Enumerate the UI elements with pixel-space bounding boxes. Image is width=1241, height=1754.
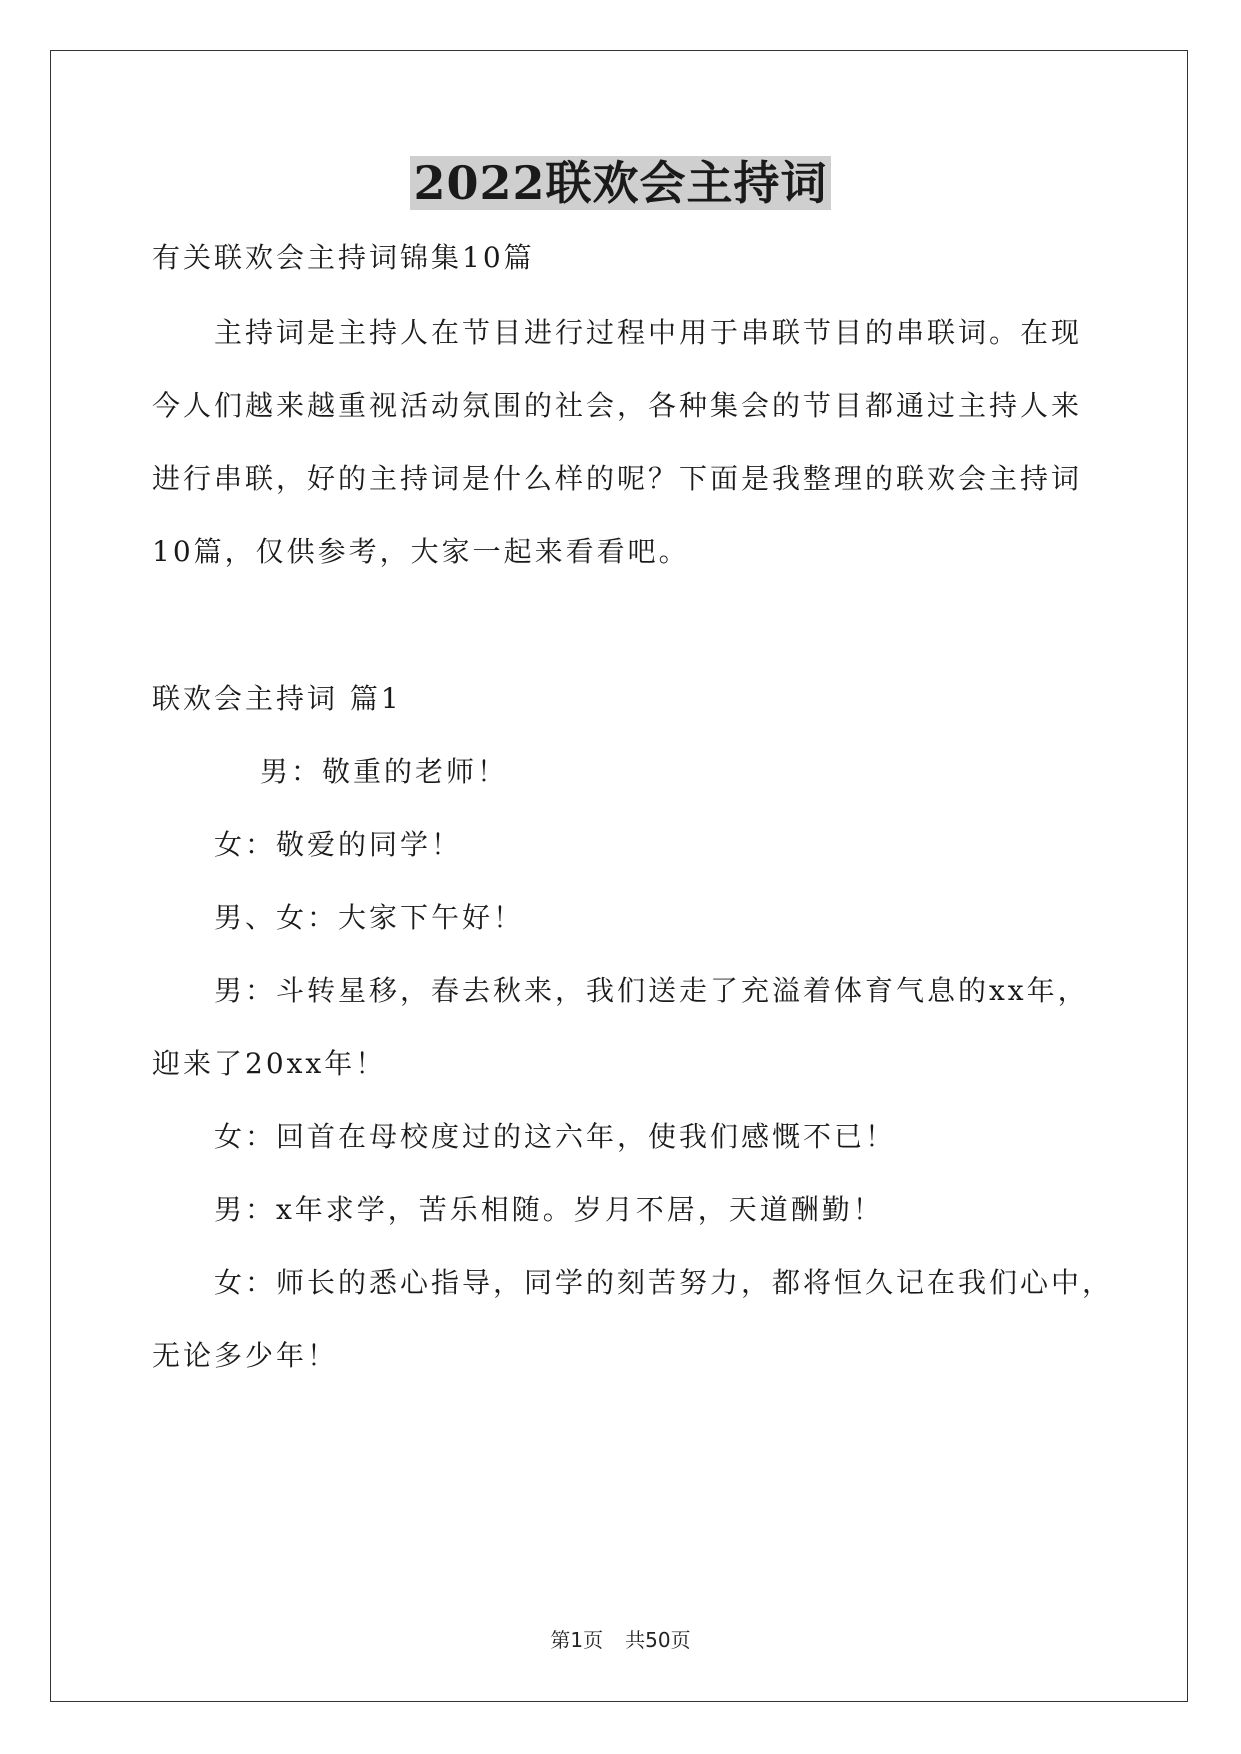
intro-line-1: 主持词是主持人在节目进行过程中用于串联节目的串联词。在现 xyxy=(214,316,1083,349)
intro-line-3: 进行串联，好的主持词是什么样的呢？下面是我整理的联欢会主持词 xyxy=(152,462,1083,495)
dialogue-line: 男、女：大家下午好！ xyxy=(214,901,525,934)
intro-line-2: 今人们越来越重视活动氛围的社会，各种集会的节目都通过主持人来 xyxy=(152,389,1083,422)
dialogue-line: 无论多少年！ xyxy=(152,1339,339,1372)
page-total: 共50页 xyxy=(625,1628,691,1652)
intro-line-4: 10篇，仅供参考，大家一起来看看吧。 xyxy=(152,535,690,568)
document-subtitle: 有关联欢会主持词锦集10篇 xyxy=(152,241,535,274)
page-border xyxy=(50,50,1188,1702)
dialogue-line: 男：x年求学，苦乐相随。岁月不居，天道酬勤！ xyxy=(214,1193,884,1226)
dialogue-line: 迎来了20xx年！ xyxy=(152,1047,387,1080)
document-title-text: 2022联欢会主持词 xyxy=(410,156,830,210)
dialogue-line: 女：师长的悉心指导，同学的刻苦努力，都将恒久记在我们心中， xyxy=(214,1266,1114,1299)
dialogue-line: 男：敬重的老师！ xyxy=(260,755,509,788)
dialogue-line: 男：斗转星移，春去秋来，我们送走了充溢着体育气息的xx年， xyxy=(214,974,1089,1007)
section-heading: 联欢会主持词 篇1 xyxy=(152,682,402,715)
page-footer xyxy=(0,1627,1241,1653)
page-number: 第1页 xyxy=(550,1628,604,1652)
dialogue-line: 女：回首在母校度过的这六年，使我们感慨不已！ xyxy=(214,1120,897,1153)
document-title xyxy=(0,155,1241,211)
dialogue-line: 女：敬爱的同学！ xyxy=(214,828,463,861)
